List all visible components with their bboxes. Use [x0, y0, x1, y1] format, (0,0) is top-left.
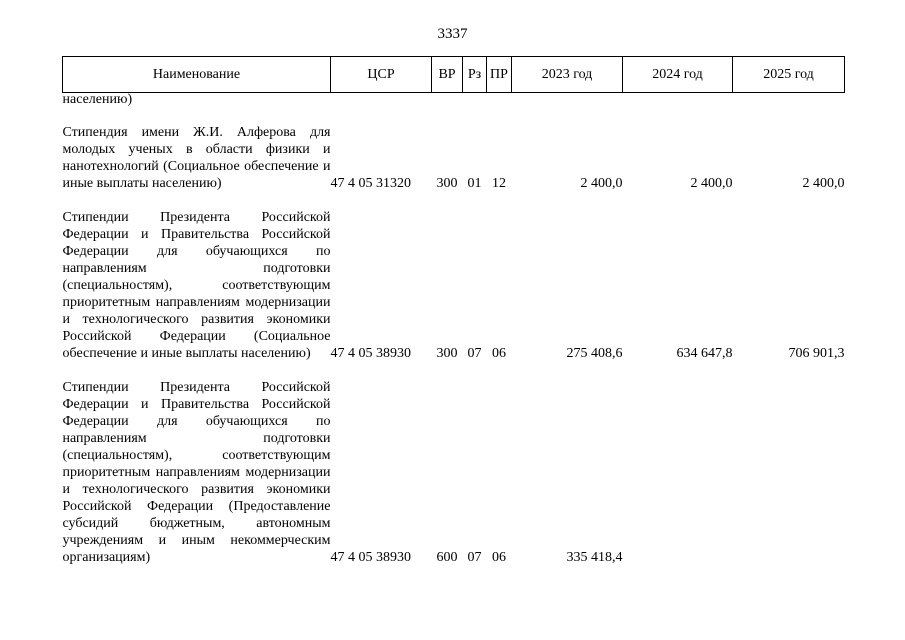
table-row	[63, 124, 845, 192]
row-2024	[623, 379, 733, 566]
row-name: Стипендии Президента Российской Федерации и Правительства Российской Федерации для обучающихся по направлениям подготовки (специальностям), соответствующим приоритетным направлениям модернизации и технологического развития экономики Российской Федерации (Социальное обеспечение и иные выплаты населению)	[62, 210, 331, 361]
page-number: 3337	[437, 26, 468, 42]
header-rz: Рз	[463, 57, 487, 93]
row-vr: 300	[436, 346, 458, 361]
row-csr: 47 4 05 38930	[330, 550, 411, 565]
row-2025: 2 400,0	[802, 176, 845, 191]
row-2023: 335 418,4	[566, 550, 623, 565]
row-csr: 47 4 05 31320	[330, 176, 411, 191]
row-pr: 06	[492, 346, 506, 361]
row-pr: 06	[492, 550, 506, 565]
header-csr: ЦСР	[331, 57, 432, 93]
row-pr: 12	[492, 176, 506, 191]
budget-table	[62, 56, 845, 566]
header-2025: 2025 год	[733, 57, 845, 93]
row-vr: 300	[436, 176, 458, 191]
row-csr: 47 4 05 38930	[330, 346, 411, 361]
row-rz: 07	[467, 550, 482, 565]
header-2024: 2024 год	[623, 57, 733, 93]
row-2025: 706 901,3	[788, 346, 845, 361]
continuation-text: населению)	[62, 92, 133, 107]
row-2023: 2 400,0	[580, 176, 623, 191]
header-pr: ПР	[487, 57, 512, 93]
table-row	[63, 209, 845, 362]
header-2023: 2023 год	[512, 57, 623, 93]
row-name: Стипендии Президента Российской Федерации и Правительства Российской Федерации для обучающихся по направлениям подготовки (специальностям), соответствующим приоритетным направлениям модернизации и технологического развития экономики Российской Федерации (Предоставление субсидий бюджетным, автономным учреждениям и иным некоммерческим организациям)	[62, 380, 331, 565]
header-name: Наименование	[63, 57, 331, 93]
row-2024: 634 647,8	[676, 346, 733, 361]
table-row	[63, 379, 845, 566]
row-2025	[733, 379, 845, 566]
row-rz: 07	[467, 346, 482, 361]
row-rz: 01	[467, 176, 482, 191]
row-vr: 600	[436, 550, 458, 565]
table-header-row	[63, 57, 845, 93]
row-name: Стипендия имени Ж.И. Алферова для молодых ученых в области физики и нанотехнологий (Социальное обеспечение и иные выплаты населению)	[62, 125, 331, 191]
continuation-row	[63, 93, 845, 108]
header-vr: ВР	[432, 57, 463, 93]
row-2024: 2 400,0	[690, 176, 733, 191]
row-2023: 275 408,6	[566, 346, 623, 361]
